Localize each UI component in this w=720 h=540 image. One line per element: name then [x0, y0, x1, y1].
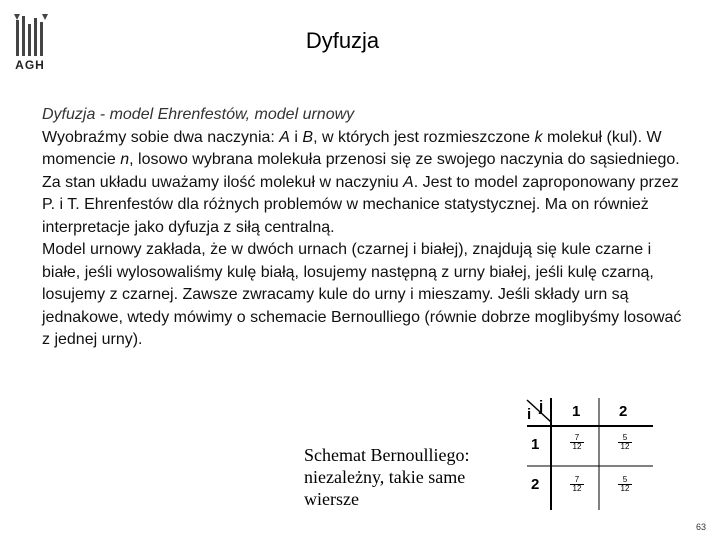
cell-2-1-num: 7 — [574, 475, 580, 484]
p1-s5: , losowo wybrana molekuła przenosi się ze swojego naczynia do sąsiedniego. Za stan układu uważamy ilość molekuł w naczyniu — [42, 151, 680, 191]
page-title: Dyfuzja — [305, 28, 380, 53]
matrix-cell-2-1 — [569, 476, 585, 493]
p1-s2: i — [289, 128, 303, 146]
matrix-col-label-1: 1 — [572, 403, 581, 420]
cell-1-2-den: 12 — [618, 442, 632, 451]
slide-content — [42, 104, 682, 352]
subtitle: Dyfuzja - model Ehrenfestów, model urnowy — [42, 106, 355, 123]
bernoulli-caption: Schemat Bernoulliego: niezależny, takie same wiersze — [304, 445, 470, 509]
p1-s6: . Jest to model zaproponowany przez P. i T. Ehrenfestów dla różnych problemów w mechanice statystycznej. Ma on również interpretacje jako dyfuzja z siłą centralną. — [42, 173, 679, 236]
cell-1-1-num: 7 — [574, 433, 580, 442]
matrix-grid — [525, 398, 655, 510]
p1-var-b: B — [302, 128, 314, 146]
matrix-col-label-2: 2 — [619, 403, 628, 420]
matrix-row-header: i — [527, 406, 532, 423]
cell-2-2-num: 5 — [622, 475, 628, 484]
matrix-cell-2-2 — [617, 476, 633, 493]
cell-1-1-den: 12 — [570, 442, 584, 451]
matrix-cell-1-1 — [569, 434, 585, 451]
cell-2-2-den: 12 — [618, 484, 632, 493]
p1-var-k: k — [534, 128, 543, 146]
cell-2-1-den: 12 — [570, 484, 584, 493]
p1-s1: Wyobraźmy sobie dwa naczynia: — [42, 128, 280, 146]
matrix-col-header: j — [539, 398, 544, 415]
p1-var-a: A — [279, 128, 290, 146]
p1-s4: molekuł (kul). W momencie — [42, 128, 662, 168]
matrix-row-label-1: 1 — [531, 436, 540, 453]
cell-1-2-num: 5 — [622, 433, 628, 442]
page-number: 63 — [695, 522, 706, 532]
p1-var-n: n — [120, 151, 130, 168]
paragraph-urn-model: Model urnowy zakłada, że w dwóch urnach (czarnej i białej), znajdują się kule czarne i białe, jeśli wylosowaliśmy kulę białą, losujemy następną z urny białej, jeśli kulę czarną, losujemy z czarnej. Zawsze zwracamy kule do urny i mieszamy. Jeśli składy urn są jednakowe, wtedy mówimy o schemacie Bernoulliego (równie dobrze moglibyśmy losować z jednej urny). — [42, 241, 682, 348]
p1-s3: , w których jest rozmieszczone — [313, 128, 535, 146]
paragraph-ehrenfest — [42, 127, 682, 240]
p1-var-a2: A — [403, 173, 414, 191]
logo-text: AGH — [15, 58, 45, 72]
matrix-cell-1-2 — [617, 434, 633, 451]
matrix-row-label-2: 2 — [531, 476, 540, 493]
transition-matrix — [525, 398, 655, 510]
